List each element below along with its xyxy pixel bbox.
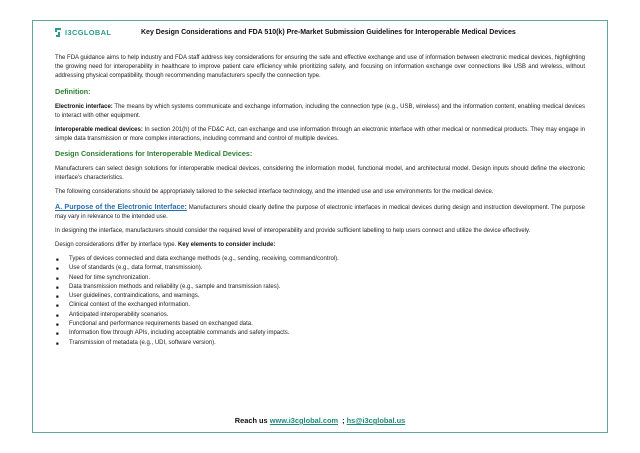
electronic-interface-term: Electronic interface: bbox=[55, 104, 113, 110]
reach-us-label: Reach us bbox=[234, 416, 270, 425]
document-footer bbox=[33, 416, 607, 425]
key-elements-lead-bold: Key elements to consider include: bbox=[177, 242, 276, 248]
list-item: ■ Data transmission methods and reliability (e.g., sample and transmission rates). bbox=[55, 283, 585, 292]
purpose-text: Manufacturers should clearly define the purpose of electronic interfaces in medical devices during design and instruction development. The purpose may vary in relevance to the intended use. bbox=[55, 205, 585, 220]
electronic-interface-text: The means by which systems communicate and exchange information, including the connection type (e.g., USB, wireless) and the information content, enabling medical devices to interact with other equipment. bbox=[55, 104, 586, 119]
design-heading-text: Design Considerations for Interoperable Medical Devices: bbox=[55, 149, 253, 158]
document-body bbox=[55, 54, 585, 348]
list-item: ■ Information flow through APIs, including acceptable commands and safety impacts. bbox=[55, 329, 585, 338]
interoperable-devices-definition bbox=[55, 126, 585, 144]
list-item: ■ Transmission of metadata (e.g., UDI, software version). bbox=[55, 339, 585, 348]
list-item: ■ Clinical context of the exchanged information. bbox=[55, 301, 585, 310]
list-item: ■ Use of standards (e.g., data format, transmission). bbox=[55, 264, 585, 273]
definition-heading-text: Definition: bbox=[55, 87, 91, 96]
design-paragraph-2: The following considerations should be appropriately tailored to the selected interface technology, and the intended use and use environments for the medical device. bbox=[55, 189, 494, 195]
key-elements-list bbox=[55, 255, 585, 348]
design-paragraph-1: Manufacturers can select design solutions for interoperable medical devices, considering the information model, functional model, and architectural model. Design inputs should define the electronic interface's characteristics. bbox=[55, 166, 585, 181]
logo-text: I3CGLOBAL bbox=[65, 28, 112, 37]
email-link[interactable]: hs@i3cglobal.us bbox=[346, 416, 406, 425]
electronic-interface-definition bbox=[55, 103, 585, 121]
website-link[interactable]: www.i3cglobal.com bbox=[269, 416, 339, 425]
document-title: Key Design Considerations and FDA 510(k) Pre-Market Submission Guidelines for Interoperable Medical Devices bbox=[141, 29, 516, 36]
list-item: ■ Anticipated interoperability scenarios. bbox=[55, 311, 585, 320]
company-logo bbox=[55, 28, 111, 37]
list-item: ■ Need for time synchronization. bbox=[55, 274, 585, 283]
document-page bbox=[32, 20, 608, 433]
purpose-title: A. Purpose of the Electronic Interface: bbox=[55, 202, 187, 211]
list-item: ■ Functional and performance requirements based on exchanged data. bbox=[55, 320, 585, 329]
definition-heading bbox=[55, 87, 585, 98]
key-elements-lead bbox=[55, 241, 585, 250]
document-header bbox=[33, 21, 607, 43]
logo-s-icon bbox=[55, 28, 61, 37]
interoperable-devices-text: In section 201(h) of the FD&C Act, can exchange and use information through an electronic interface with other medical or nonmedical products. They may engage in simple data transmission or more complex interactions, including command and control of multiple devices. bbox=[55, 127, 585, 142]
design-heading bbox=[55, 149, 585, 160]
footer-separator: ; bbox=[338, 416, 347, 425]
purpose-paragraph bbox=[55, 202, 585, 222]
key-elements-lead-text: Design considerations differ by interface type. bbox=[55, 242, 178, 248]
interoperable-devices-term: Interoperable medical devices: bbox=[55, 127, 143, 133]
intro-paragraph: The FDA guidance aims to help industry and FDA staff address key considerations for ensuring the safe and effective exchange and use of information between electronic medical devices, highlighting the growing need for interoperability in healthcare to improve patient care efficiency while prioritizing safety, and focusing on information exchange over connections like USB and wireless, without addressing physical compatibility, though recommending manufacturers specify the connection type. bbox=[55, 55, 585, 79]
list-item: ■ User guidelines, contraindications, and warnings. bbox=[55, 292, 585, 301]
list-item: ■ Types of devices connected and data exchange methods (e.g., sending, receiving, command/control). bbox=[55, 255, 585, 264]
purpose-paragraph-2: In designing the interface, manufacturers should consider the required level of interoperability and provide sufficient labelling to help users connect and utilize the device effectively. bbox=[55, 228, 531, 234]
